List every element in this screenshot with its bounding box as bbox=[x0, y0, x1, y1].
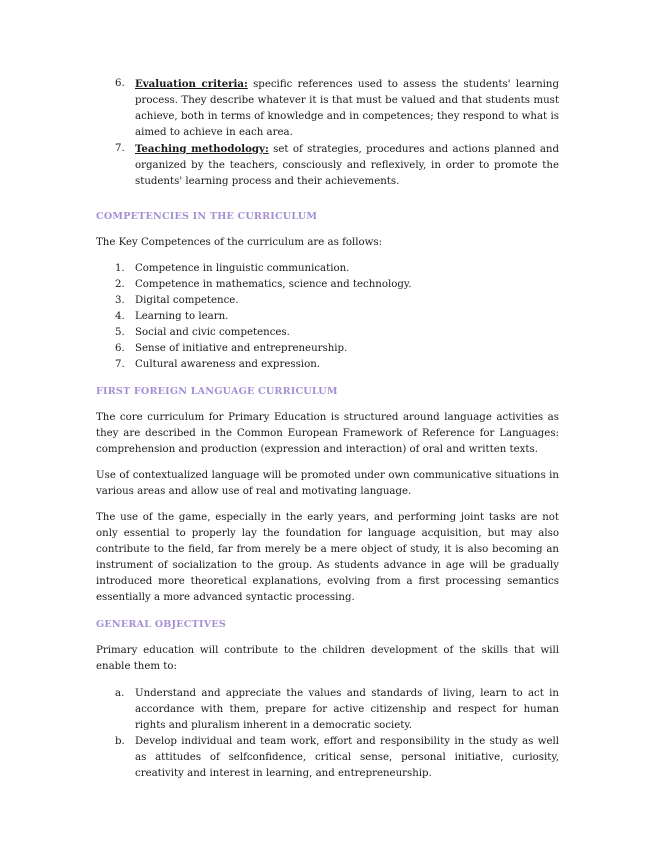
list-item bbox=[96, 734, 559, 782]
list-item bbox=[96, 141, 559, 190]
competencies-heading: COMPETENCIES IN THE CURRICULUM bbox=[96, 211, 318, 222]
paragraph: The use of the game, especially in the early years, and performing joint tasks are not only essential to properly lay the foundation for language acquisition, but may also contribute to the field, far from merely be a mere object of study, it is also becoming an instrument of socialization to the group. As students advance in age will be gradually introduced more theoretical explanations, evolving from a first processing semantics essentially a more advanced syntactic processing. bbox=[96, 512, 559, 603]
competences-list bbox=[96, 261, 559, 373]
definitions-list bbox=[96, 76, 559, 190]
term-label: Teaching methodology: bbox=[135, 143, 269, 155]
list-item bbox=[96, 325, 559, 341]
list-number: 7. bbox=[115, 143, 125, 154]
list-number: 2. bbox=[115, 279, 125, 290]
list-item-text: Social and civic competences. bbox=[135, 327, 290, 338]
list-item-text: Competence in linguistic communication. bbox=[135, 263, 350, 274]
list-item-text: Cultural awareness and expression. bbox=[135, 359, 320, 370]
list-item bbox=[96, 76, 559, 141]
list-number: 6. bbox=[115, 78, 125, 89]
list-item bbox=[96, 341, 559, 357]
objectives-intro: Primary education will contribute to the children development of the skills that will enable them to: bbox=[96, 645, 559, 672]
list-number: 7. bbox=[115, 359, 125, 370]
list-item-text bbox=[135, 141, 559, 190]
list-number: 4. bbox=[115, 311, 125, 322]
list-item bbox=[96, 309, 559, 325]
general-objectives-heading: GENERAL OBJECTIVES bbox=[96, 619, 226, 630]
foreign-language-heading: FIRST FOREIGN LANGUAGE CURRICULUM bbox=[96, 386, 338, 397]
list-item bbox=[96, 686, 559, 734]
list-number: 6. bbox=[115, 343, 125, 354]
list-item-text bbox=[135, 76, 559, 141]
term-definition: set of strategies, procedures and actions planned and organized by the teachers, consciously and reflexively, in order to promote the students' learning process and their achievements. bbox=[135, 144, 560, 187]
term-label: Evaluation criteria: bbox=[135, 78, 248, 90]
list-letter: a. bbox=[115, 688, 125, 699]
list-item-text: Learning to learn. bbox=[135, 311, 229, 322]
list-number: 3. bbox=[115, 295, 125, 306]
list-letter: b. bbox=[115, 736, 125, 747]
list-number: 1. bbox=[115, 263, 125, 274]
list-item-text: Understand and appreciate the values and standards of living, learn to act in accordance with them, prepare for active citizenship and respect for human rights and pluralism inherent in a democratic society. bbox=[135, 688, 559, 731]
list-item-text: Sense of initiative and entrepreneurship. bbox=[135, 343, 348, 354]
objectives-list bbox=[96, 686, 559, 782]
competencies-intro: The Key Competences of the curriculum are as follows: bbox=[96, 237, 383, 248]
list-item bbox=[96, 261, 559, 277]
list-item-text: Competence in mathematics, science and technology. bbox=[135, 279, 412, 290]
list-number: 5. bbox=[115, 327, 125, 338]
list-item bbox=[96, 357, 559, 373]
paragraph: Use of contextualized language will be promoted under own communicative situations in various areas and allow use of real and motivating language. bbox=[96, 470, 559, 497]
paragraph: The core curriculum for Primary Education is structured around language activities as they are described in the Common European Framework of Reference for Languages: comprehension and production (expression and interaction) of oral and written texts. bbox=[96, 412, 559, 455]
list-item-text: Develop individual and team work, effort and responsibility in the study as well as attitudes of selfconfidence, critical sense, personal initiative, curiosity, creativity and interest in learning, and entrepreneurship. bbox=[135, 736, 559, 779]
list-item bbox=[96, 277, 559, 293]
term-definition: specific references used to assess the students' learning process. They describe whatever it is that must be valued and that students must achieve, both in terms of knowledge and in competences; they respond to what is aimed to achieve in each area. bbox=[135, 79, 559, 138]
list-item-text: Digital competence. bbox=[135, 295, 239, 306]
list-item bbox=[96, 293, 559, 309]
